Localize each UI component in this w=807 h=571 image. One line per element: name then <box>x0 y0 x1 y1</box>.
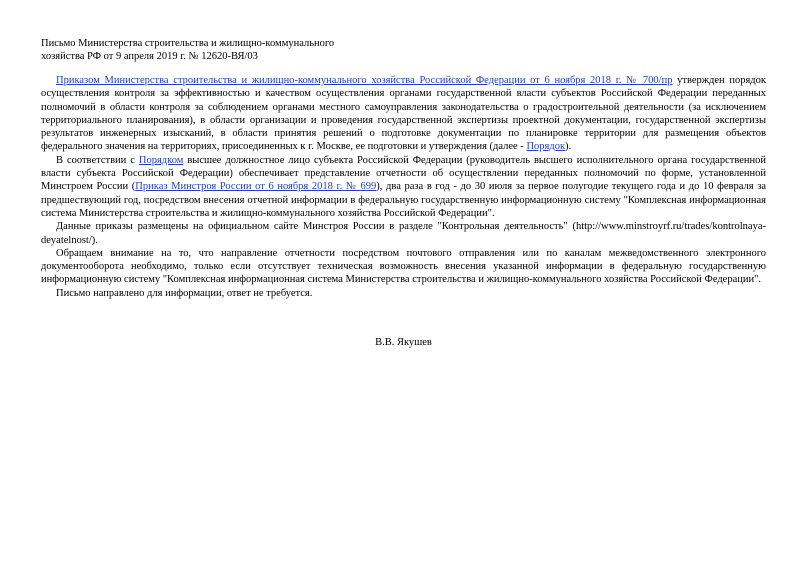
paragraph-2 <box>41 154 766 220</box>
document-title <box>41 37 461 63</box>
paragraph-2-text-2: высшее должностное лицо субъекта Российской Федерации (руководитель высшего исполнительного органа государственной власти субъекта Российской Федерации) обеспечивает представление отчетности об осуществлении переданных полномочий по форме, установленной Минстроем России ( <box>41 154 766 193</box>
document-body <box>41 74 766 300</box>
order-700-link[interactable]: Приказом Министерства строительства и жилищно-коммунального хозяйства Российской Федерации от 6 ноября 2018 г. № 700/пр <box>56 75 673 86</box>
signature: В.В. Якушев <box>375 337 432 348</box>
paragraph-1-text: утвержден порядок осуществления контроля за эффективностью и качеством осуществления органами государственной власти субъектов Российской Федерации переданных полномочий в области контроля за соблюдением органами местного самоуправления законодательства о градостроительной деятельности (за исключением территориального планирования), в области организации и проведения государственной экспертизы проектной документации, государственной экспертизы результатов инженерных изысканий, в области принятия решений о подготовке документации по планировке территории для размещения объектов федерального значения на территориях, присоединенных к г. Москве, ее подготовки и утверждения (далее - <box>41 75 766 153</box>
paragraph-4: Обращаем внимание на то, что направление отчетности посредством почтового отправления или по каналам межведомственного электронного документооборота необходимо, только если отсутствует техническая возможность внесения указанной информации в федеральную государственную информационную систему "Комплексная информационная система Министерства строительства и жилищно-коммунального хозяйства Российской Федерации". <box>41 247 766 286</box>
paragraph-3: Данные приказы размещены на официальном сайте Минстроя России в разделе "Контрольная деятельность" (http://www.minstroyrf.ru/trades/kontrolnaya-deyatelnost/). <box>41 221 766 246</box>
paragraph-2-text-1: В соответствии с <box>56 154 135 166</box>
title-line-2: хозяйства РФ от 9 апреля 2019 г. № 12620-ВЯ/03 <box>41 51 258 62</box>
order-699-link[interactable]: Приказ Минстроя России от 6 ноября 2018 г. № 699 <box>135 181 377 193</box>
procedure-link-2[interactable]: Порядком <box>138 154 184 166</box>
procedure-link[interactable]: Порядок <box>526 141 566 153</box>
title-line-1: Письмо Министерства строительства и жилищно-коммунального <box>41 38 335 49</box>
paragraph-1 <box>41 74 766 154</box>
paragraph-1-tail: ). <box>565 141 572 153</box>
paragraph-2-text-3: ), два раза в год - до 30 июля за первое полугодие текущего года и до 10 февраля за предшествующий год, посредством внесения отчетной информации в федеральную государственную информационную систему "Комплексная информационная система Министерства строительства и жилищно-коммунального хозяйства Российской Федерации". <box>41 181 767 219</box>
paragraph-5: Письмо направлено для информации, ответ не требуется. <box>56 287 313 299</box>
